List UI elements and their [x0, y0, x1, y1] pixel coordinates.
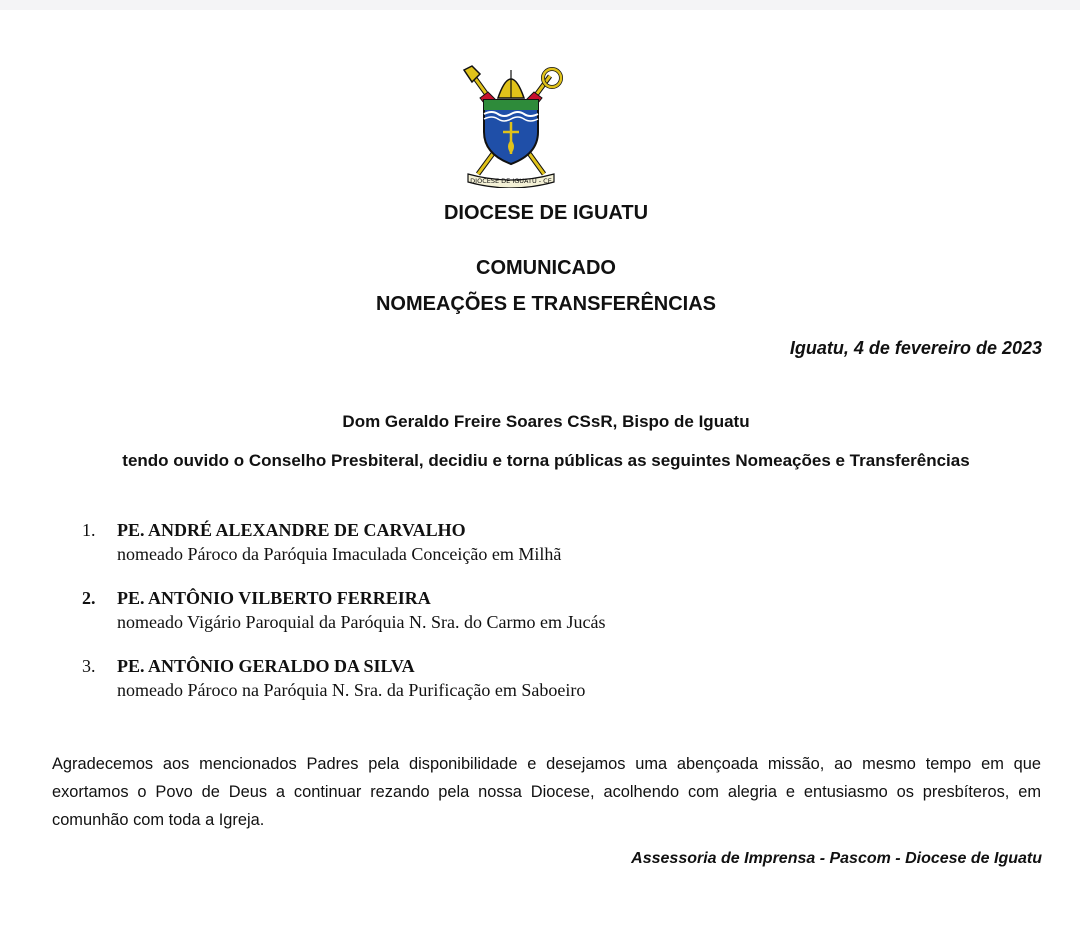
item-number: 2. [82, 588, 96, 608]
priest-name: PE. ANTÔNIO VILBERTO FERREIRA [117, 588, 431, 608]
document-type-heading: COMUNICADO [476, 257, 616, 279]
decision-statement: tendo ouvido o Conselho Presbiteral, decidiu e torna públicas as seguintes Nomeações e Transferências [122, 451, 970, 470]
svg-text:DIOCESE DE IGUATU - CE: DIOCESE DE IGUATU - CE [470, 177, 552, 185]
appointment-role: nomeado Pároco na Paróquia N. Sra. da Purificação em Saboeiro [117, 680, 586, 700]
priest-name: PE. ANDRÉ ALEXANDRE DE CARVALHO [117, 520, 466, 540]
closing-paragraph: Agradecemos aos mencionados Padres pela disponibilidade e desejamos uma abençoada missão, ao mesmo tempo em que exortamos o Povo de Deus a continuar rezando pela nossa Diocese, acolhendo com alegria e entusiasmo os presbíteros, em comunhão com toda a Igreja. [52, 755, 1041, 829]
list-item [82, 588, 982, 656]
list-item [82, 656, 982, 724]
date-line: Iguatu, 4 de fevereiro de 2023 [789, 338, 1042, 358]
item-number: 3. [82, 656, 96, 676]
document-subject-heading: NOMEAÇÕES E TRANSFERÊNCIAS [375, 293, 717, 315]
diocese-coat-of-arms [458, 62, 564, 188]
list-item [82, 520, 982, 588]
signature-line: Assessoria de Imprensa - Pascom - Diocese de Iguatu [631, 850, 1042, 867]
top-strip [0, 0, 1080, 10]
appointment-role: nomeado Pároco da Paróquia Imaculada Conceição em Milhã [117, 544, 562, 564]
bishop-line: Dom Geraldo Freire Soares CSsR, Bispo de Iguatu [342, 412, 750, 431]
item-number: 1. [82, 520, 96, 540]
priest-name: PE. ANTÔNIO GERALDO DA SILVA [117, 656, 415, 676]
diocese-title: DIOCESE DE IGUATU [443, 202, 649, 224]
appointment-role: nomeado Vigário Paroquial da Paróquia N. Sra. do Carmo em Jucás [117, 612, 606, 632]
appointments-list [82, 520, 982, 724]
